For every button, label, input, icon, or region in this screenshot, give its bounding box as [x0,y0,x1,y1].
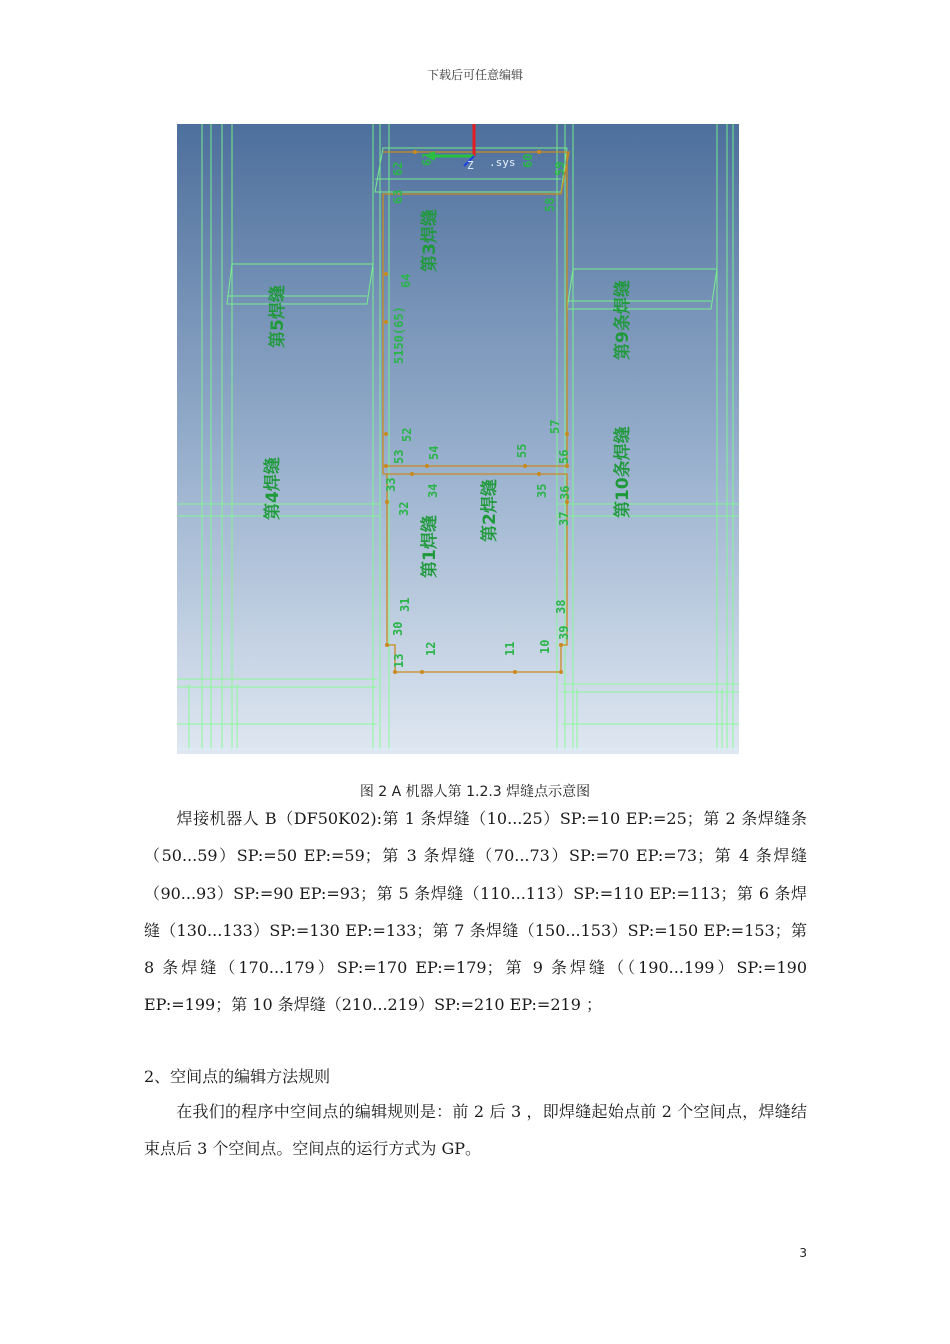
svg-text:52: 52 [400,427,414,442]
svg-text:30: 30 [391,621,405,636]
svg-text:57: 57 [548,419,562,434]
svg-text:55: 55 [515,443,529,458]
svg-text:58: 58 [543,197,557,212]
svg-text:34: 34 [426,483,440,498]
weld-label-3: 第3焊缝 [420,209,440,272]
viewport-background [177,124,739,754]
svg-text:37: 37 [557,511,571,526]
svg-text:.sys: .sys [489,156,516,169]
svg-text:13: 13 [392,653,406,668]
weld-label-9: 第9条焊缝 [613,280,633,360]
svg-text:36: 36 [558,485,572,500]
svg-text:59: 59 [553,161,567,176]
weld-label-2: 第2焊缝 [480,479,500,542]
weld-label-1: 第1焊缝 [420,515,440,578]
svg-text:11: 11 [503,641,517,656]
paragraph-space-points [144,1093,807,1168]
weld-label-5: 第5焊缝 [268,285,288,348]
svg-text:62: 62 [391,161,405,176]
weld-label-10: 第10条焊缝 [613,426,633,518]
svg-text:Z: Z [467,159,474,172]
weld-point-diagram [177,124,739,754]
page-number: 3 [799,1246,807,1260]
svg-text:5150(65): 5150(65) [392,306,406,364]
svg-text:32: 32 [397,501,411,516]
svg-text:63: 63 [391,189,405,204]
svg-text:60: 60 [521,153,535,168]
paragraph-weld-ranges-text: 焊接机器人 B（DF50K02):第 1 条焊缝（10...25）SP:=10 EP:=25；第 2 条焊缝条（50...59）SP:=50 EP:=59；第 3 条焊缝（70...73）SP:=70 EP:=73；第 4 条焊缝（90...93）SP:=90 EP:=93；第 5 条焊缝（110...113）SP:=110 EP:=113；第 6 条焊缝（130...133）SP:=130 EP:=133；第 7 条焊缝（150...153）SP:=150 EP:=153；第 8 条焊缝（170...179）SP:=170 EP:=179；第 9 条焊缝（（190...199）SP:=190 EP:=199；第 10 条焊缝（210...219）SP:=210 EP:=219 ； [144,809,807,1015]
figure-caption: 图 2 A 机器人第 1.2.3 焊缝点示意图 [359,784,591,800]
svg-text:10: 10 [538,639,552,654]
page-header: 下载后可任意编辑 [426,68,523,82]
svg-text:31: 31 [398,597,412,612]
paragraph-space-points-text: 在我们的程序中空间点的编辑规则是：前 2 后 3 ，即焊缝起始点前 2 个空间点，焊缝结束点后 3 个空间点。空间点的运行方式为 GP。 [144,1102,807,1159]
weld-label-4: 第4焊缝 [263,457,283,520]
svg-text:64: 64 [399,273,413,288]
svg-text:56: 56 [557,449,571,464]
svg-text:38: 38 [554,599,568,614]
paragraph-weld-ranges [144,800,807,1024]
svg-text:35: 35 [535,483,549,498]
svg-text:61: 61 [420,151,434,166]
svg-text:39: 39 [557,625,571,640]
svg-text:12: 12 [424,641,438,656]
svg-text:54: 54 [427,445,441,460]
svg-text:53: 53 [392,449,406,464]
section-heading: 2、空间点的编辑方法规则 [144,1067,331,1086]
svg-text:33: 33 [384,477,398,492]
